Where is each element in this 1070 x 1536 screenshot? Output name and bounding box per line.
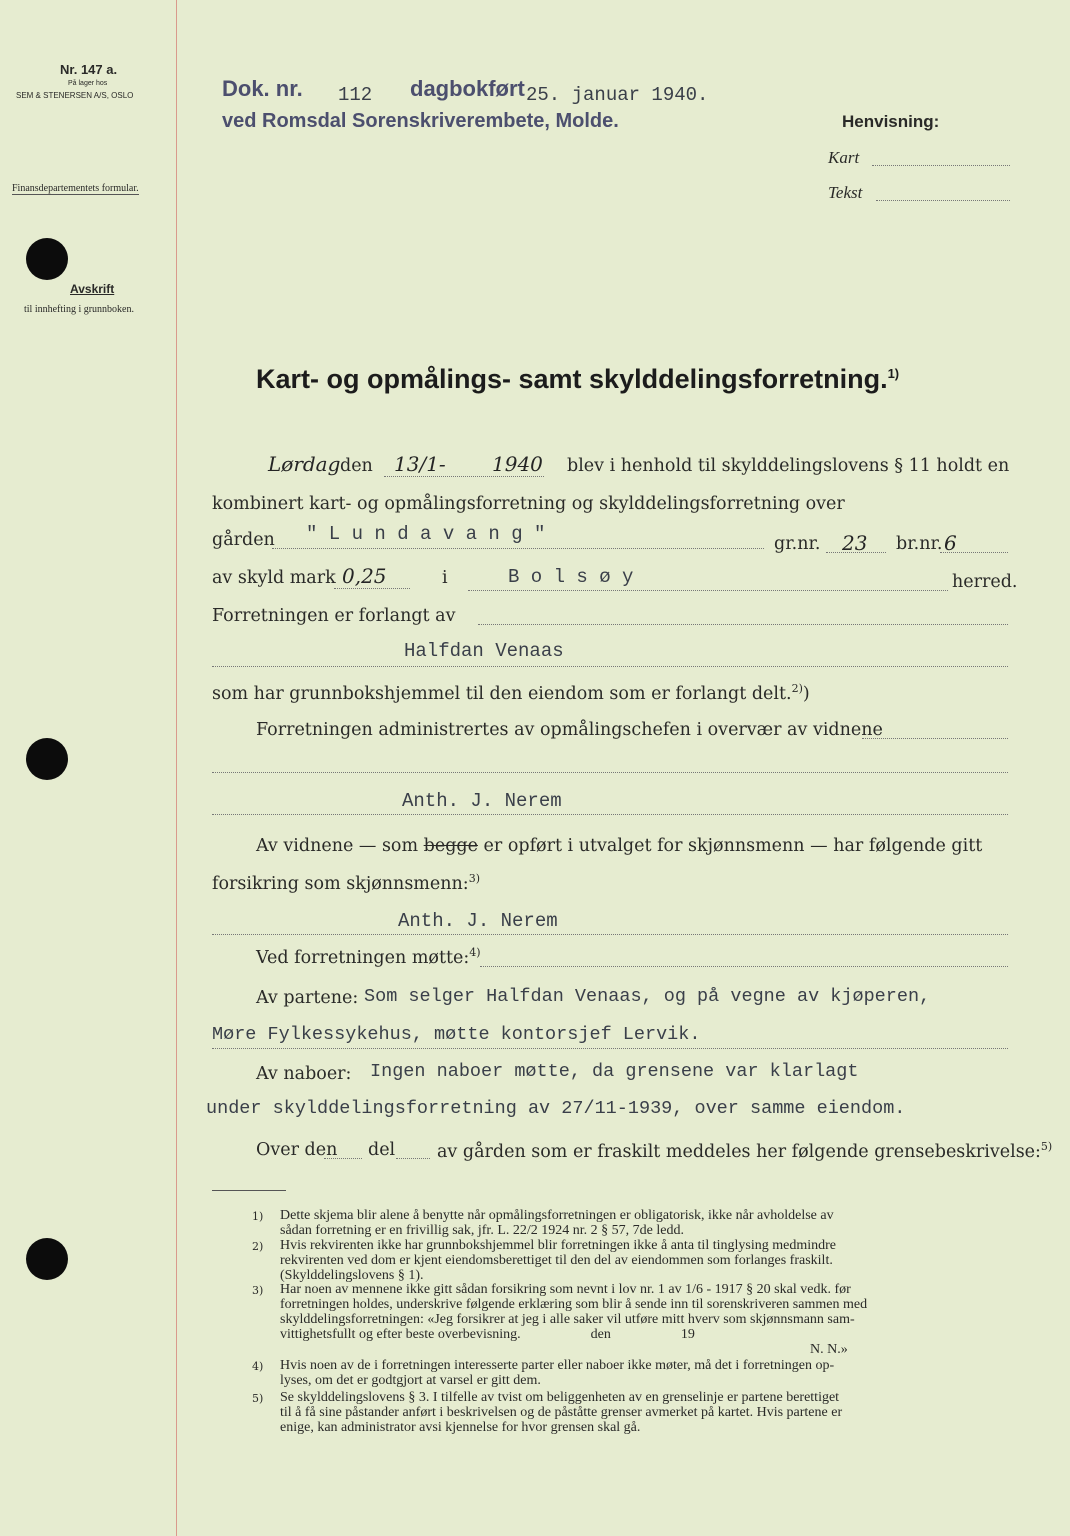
footnote-line: forretningen holdes, underskrive følgende erklæring som blir å sende inn til sorenskriveren sammen med — [280, 1297, 868, 1312]
partene-text-1: Som selger Halfdan Venaas, og på vegne av kjøperen, — [364, 986, 931, 1007]
avskrift-label: Avskrift — [70, 282, 115, 296]
footnote-line: sådan forretning er en frivillig sak, jfr. L. 22/2 1924 nr. 2 § 57, 7de ledd. — [280, 1223, 684, 1238]
forlangt-label: Forretningen er forlangt av — [212, 606, 456, 626]
requester-line — [212, 666, 1008, 667]
printer-name: SEM & STENERSEN A/S, OSLO — [16, 91, 134, 100]
punch-hole — [26, 1238, 68, 1280]
requester-name: Halfdan Venaas — [404, 640, 564, 662]
hjemmel-ref: 2) — [791, 682, 803, 695]
margin-rule — [176, 0, 177, 1536]
witness-blank-line — [212, 772, 1008, 773]
brnr-line — [940, 552, 1008, 553]
over-label-a: Over den — [256, 1140, 338, 1160]
reference-label: Henvisning: — [842, 112, 940, 131]
stamp-doc-label: Dok. nr. — [222, 76, 303, 101]
stamp-dagbokfort: dagbokført — [410, 76, 525, 101]
line2-text: kombinert kart- og opmålingsforretning og skylddelingsforretning over — [212, 494, 845, 514]
year-value: 1940 — [492, 452, 543, 476]
footnote-line: Dette skjema blir alene å benytte når opmålingsforretningen er obligatorisk, ikke når avholdelse av — [280, 1208, 834, 1223]
vidne-line-2 — [212, 872, 480, 894]
line1-text: blev i henhold til skylddelingslovens § 11 holdt en — [567, 456, 1010, 476]
footnote-2 — [280, 1238, 836, 1283]
naboer-text-2: under skylddelingsforretning av 27/11-1939, over samme eiendom. — [206, 1098, 906, 1119]
naboer-text-1: Ingen naboer møtte, da grensene var klarlagt — [370, 1061, 859, 1082]
footnote-1 — [280, 1208, 834, 1238]
footnote-line: rekvirenten ved dom er kjent eiendomsberettiget til den del av eiendommen som forlanges fraskilt. — [280, 1253, 833, 1268]
footnote-line: Hvis noen av de i forretningen interesserte parter eller naboer ikke møter, må det i forretningen op- — [280, 1358, 835, 1373]
printer-line: På lager hos — [68, 80, 108, 87]
date-line — [384, 476, 544, 477]
date-value: 13/1- — [394, 452, 446, 476]
partene-text-2: Møre Fylkessykehus, møtte kontorsjef Lervik. — [212, 1024, 701, 1045]
footnote-line: til å få sine påstander anført i beskrivelsen og de påståtte grenser avmerket på kartet. Hvis partene er — [280, 1405, 843, 1420]
over-line-c — [437, 1140, 1052, 1162]
vidne-text-b: er opført i utvalget for skjønnsmenn — har følgende gitt — [483, 836, 983, 856]
footnote-1-number: 1) — [252, 1210, 264, 1223]
motte-line — [256, 946, 481, 968]
stamp-doc-number: 112 — [338, 84, 373, 106]
form-number: Nr. 147 a. — [60, 62, 118, 77]
footnote-4 — [280, 1358, 834, 1388]
reference-tekst-line — [876, 200, 1010, 201]
footnote-line: skylddelingsforretningen: «Jeg forsikrer at jeg i alle saker vil utføre mitt hverv som skjønnsmann sam- — [280, 1312, 855, 1327]
footnote-3 — [280, 1282, 867, 1357]
motte-line-fill — [480, 966, 1008, 967]
den-label: den — [340, 456, 373, 476]
footnote-line: Hvis rekvirenten ikke har grunnbokshjemmel blir forretningen ikke å anta til tinglysing medmindre — [280, 1238, 836, 1253]
vidne-ref: 3) — [468, 872, 480, 885]
footnote-line: (Skylddelingslovens § 1). — [280, 1268, 424, 1283]
footnote-3-number: 3) — [252, 1284, 264, 1297]
footnote-line: Se skylddelingslovens § 3. I tilfelle av tvist om beliggenheten av en grenselinje er partene berettiget — [280, 1390, 840, 1405]
over-line-1 — [324, 1158, 362, 1159]
vidne-struck-word: begge — [423, 836, 478, 856]
form-owner: Finansdepartementets formular. — [12, 183, 139, 194]
footnote-4-number: 4) — [252, 1360, 264, 1373]
day-word: Lørdag — [268, 452, 341, 476]
reference-kart: Kart — [828, 148, 860, 167]
admin-line-fill — [862, 738, 1008, 739]
footnote-rule — [212, 1190, 286, 1191]
witness-name-2: Anth. J. Nerem — [398, 910, 558, 932]
partene-line — [212, 1048, 1008, 1049]
avskrift-sub: til innhefting i grunnboken. — [24, 304, 134, 315]
herred-value: B o l s ø y — [508, 566, 634, 588]
punch-hole — [26, 238, 68, 280]
partene-label: Av partene: — [256, 988, 359, 1008]
punch-hole — [26, 738, 68, 780]
page-title — [256, 364, 899, 395]
skyld-line — [334, 588, 410, 589]
admin-line: Forretningen administrertes av opmålingschefen i overvær av vidnene — [256, 720, 883, 740]
hjemmel-line: som har grunnbokshjemmel til den eiendom som er forlangt delt.$^{2)}$) — [212, 682, 810, 704]
skyld-label: av skyld mark — [212, 568, 336, 588]
garden-value: " L u n d a v a n g " — [306, 523, 546, 545]
grnr-label: gr.nr. — [774, 534, 821, 554]
skyld-value: 0,25 — [342, 564, 387, 588]
grnr-line — [826, 552, 886, 553]
footnote-line: Har noen av mennene ikke gitt sådan forsikring som nevnt i lov nr. 1 av 1/6 - 1917 § 20 skal vedk. før — [280, 1282, 851, 1297]
footnote-2-number: 2) — [252, 1240, 264, 1253]
witness-name-1: Anth. J. Nerem — [402, 790, 562, 812]
footnote-line: N. N.» — [810, 1342, 848, 1357]
title-text: Kart- og opmålings- samt skylddelingsforretning. — [256, 364, 888, 394]
reference-tekst: Tekst — [828, 183, 863, 202]
forlangt-line — [478, 624, 1008, 625]
witness-line-1 — [212, 814, 1008, 815]
motte-ref: 4) — [469, 946, 481, 959]
stamp-office: ved Romsdal Sorenskriverembete, Molde. — [222, 110, 619, 132]
garden-line — [272, 548, 764, 549]
footnote-5 — [280, 1390, 842, 1435]
over-line-2 — [396, 1158, 430, 1159]
footnote-line: lyses, om det er godtgjort at varsel er gitt dem. — [280, 1373, 541, 1388]
vidne-text-c: forsikring som skjønnsmenn: — [212, 873, 469, 894]
over-label-b: del — [368, 1140, 396, 1160]
naboer-label: Av naboer: — [256, 1064, 352, 1084]
herred-label: herred. — [952, 572, 1018, 592]
motte-label: Ved forretningen møtte: — [256, 947, 470, 968]
grnr-value: 23 — [842, 531, 868, 555]
reference-kart-line — [872, 165, 1010, 166]
i-label: i — [442, 568, 448, 588]
footnote-5-number: 5) — [252, 1392, 264, 1405]
vidne-text-a: Av vidnene — som — [256, 836, 419, 856]
over-text-c: av gården som er fraskilt meddeles her følgende grensebeskrivelse: — [437, 1141, 1041, 1162]
footnote-line: vittighetsfullt og efter beste overbevisning. den 19 — [280, 1327, 695, 1342]
over-ref: 5) — [1040, 1140, 1053, 1153]
title-footnote-ref: 1) — [887, 366, 900, 381]
hjemmel-text: som har grunnbokshjemmel til den eiendom som er forlangt delt. — [212, 683, 792, 704]
witness-line-2 — [212, 934, 1008, 935]
stamp-date: 25. januar 1940. — [526, 84, 709, 106]
garden-label: gården — [212, 530, 275, 550]
vidne-line — [256, 836, 982, 856]
brnr-label: br.nr. — [896, 534, 943, 554]
footnote-line: enige, kan administrator avsi kjennelse for hvor grensen skal gå. — [280, 1420, 641, 1435]
herred-line — [468, 590, 948, 591]
brnr-value: 6 — [944, 531, 957, 555]
